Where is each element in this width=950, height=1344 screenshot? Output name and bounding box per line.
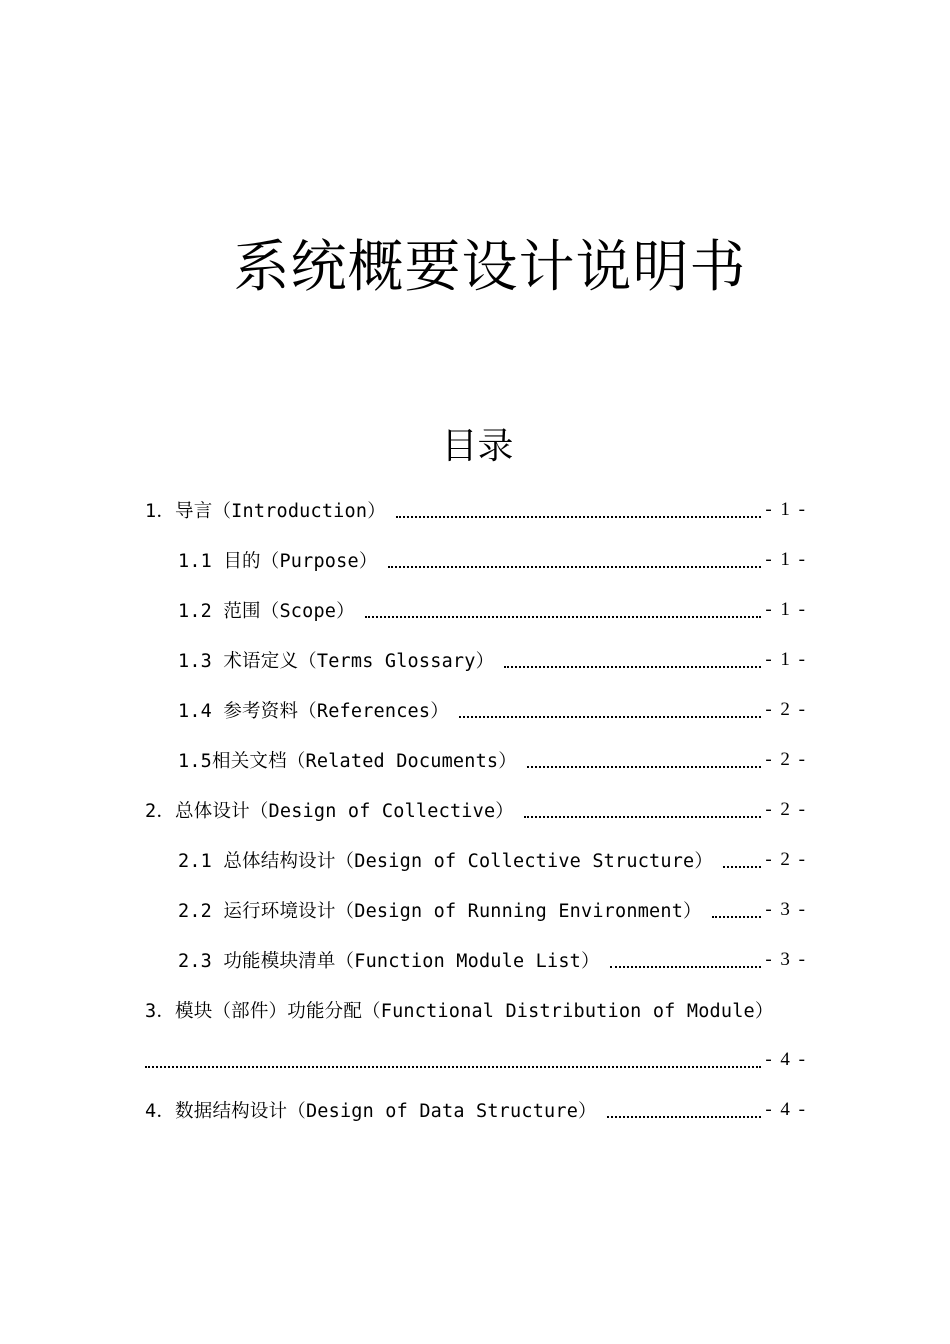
toc-entry[interactable]	[145, 785, 807, 835]
toc-leader-dots	[524, 816, 761, 818]
toc-entry[interactable]	[145, 685, 807, 735]
toc-entry-continuation[interactable]	[145, 1035, 807, 1085]
toc-leader-dots	[610, 966, 762, 968]
toc-entry[interactable]	[145, 885, 807, 935]
toc-entry-page: - 3 -	[765, 899, 807, 920]
toc-entry-page: - 1 -	[765, 649, 807, 670]
toc-entry-title: 2.1 总体结构设计（Design of Collective Structure）	[178, 851, 714, 872]
toc-entry-title: 1.5相关文档（Related Documents）	[178, 751, 517, 772]
toc-leader-dots	[607, 1116, 762, 1118]
toc-entry[interactable]	[145, 485, 807, 535]
toc-entry-title: 1.1 目的（Purpose）	[178, 551, 378, 572]
toc-entry[interactable]	[145, 985, 807, 1035]
toc-entry-title: 2.3 功能模块清单（Function Module List）	[178, 951, 600, 972]
toc-entry-title: 2．总体设计（Design of Collective）	[145, 801, 514, 822]
toc-entry-page: - 4 -	[765, 1099, 807, 1120]
toc-entry[interactable]	[145, 735, 807, 785]
toc-entry-page: - 2 -	[765, 799, 807, 820]
toc-entry[interactable]	[145, 585, 807, 635]
toc-entry[interactable]	[145, 935, 807, 985]
toc-leader-dots	[388, 566, 762, 568]
toc-leader-dots	[365, 616, 762, 618]
document-title: 系统概要设计说明书	[233, 235, 747, 300]
table-of-contents	[145, 485, 807, 1135]
toc-leader-dots	[527, 766, 761, 768]
toc-entry-page: - 3 -	[765, 949, 807, 970]
toc-entry-page: - 4 -	[765, 1049, 807, 1070]
toc-entry-title: 1．导言（Introduction）	[145, 501, 386, 522]
toc-entry-title: 1.4 参考资料（References）	[178, 701, 449, 722]
toc-entry[interactable]	[145, 1085, 807, 1135]
toc-entry-page: - 2 -	[765, 849, 807, 870]
toc-entry-title: 2.2 运行环境设计（Design of Running Environment）	[178, 901, 702, 922]
toc-entry-page: - 1 -	[765, 599, 807, 620]
toc-entry[interactable]	[145, 835, 807, 885]
toc-leader-dots	[459, 716, 761, 718]
toc-entry-title: 3．模块（部件）功能分配（Functional Distribution of Module）	[145, 1001, 774, 1022]
toc-heading: 目录	[441, 426, 514, 467]
toc-entry-title: 1.3 术语定义（Terms Glossary）	[178, 651, 495, 672]
toc-entry-page: - 1 -	[765, 499, 807, 520]
toc-entry-title: 1.2 范围（Scope）	[178, 601, 355, 622]
toc-entry-title: 4．数据结构设计（Design of Data Structure）	[145, 1101, 597, 1122]
toc-leader-dots	[396, 516, 761, 518]
toc-leader-dots	[723, 866, 761, 868]
toc-entry-page: - 2 -	[765, 699, 807, 720]
toc-leader-dots	[504, 666, 761, 668]
toc-entry[interactable]	[145, 635, 807, 685]
toc-leader-dots	[145, 1066, 761, 1068]
toc-entry-page: - 1 -	[765, 549, 807, 570]
toc-entry[interactable]	[145, 535, 807, 585]
toc-leader-dots	[712, 916, 762, 918]
toc-entry-page: - 2 -	[765, 749, 807, 770]
